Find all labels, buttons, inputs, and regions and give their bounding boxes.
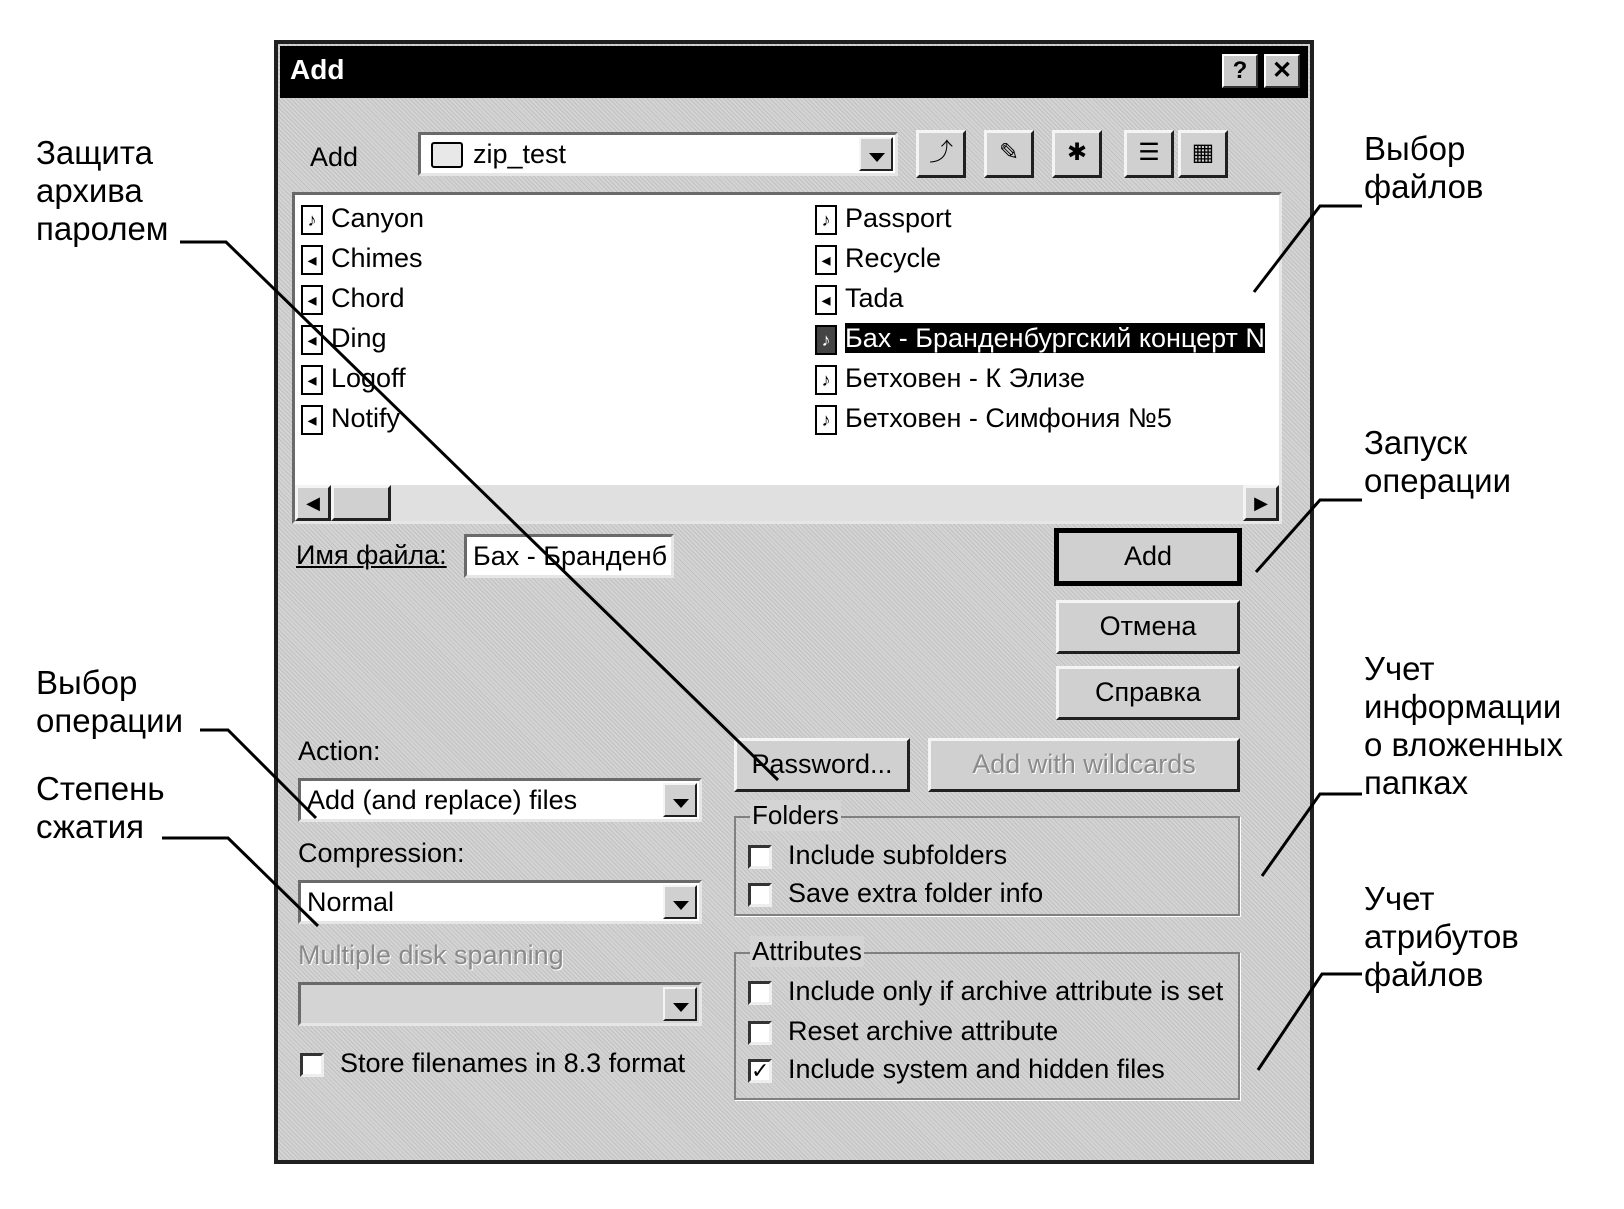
list-item[interactable]: ◂ Logoff <box>301 359 406 397</box>
callout-attributes: Учет атрибутов файлов <box>1364 880 1519 993</box>
list-item[interactable]: ◂ Recycle <box>815 239 941 277</box>
include-subfolders-label: Include subfolders <box>788 840 1008 870</box>
lookin-label: Add <box>310 142 359 172</box>
scroll-right-icon[interactable]: ▶ <box>1243 485 1279 521</box>
music-file-icon: ♪ <box>815 365 837 395</box>
callout-compression: Степень сжатия <box>36 770 165 845</box>
spanning-label: Multiple disk spanning <box>298 940 564 970</box>
new-folder-icon[interactable]: ✱ <box>1052 130 1102 178</box>
compression-label: Compression: <box>298 838 465 868</box>
compression-value: Normal <box>307 887 395 917</box>
add-with-wildcards-button[interactable]: Add with wildcards <box>928 738 1240 792</box>
sound-file-icon: ◂ <box>301 285 323 315</box>
help-title-button[interactable]: ? <box>1222 54 1258 88</box>
music-file-icon: ♪ <box>815 405 837 435</box>
list-item[interactable]: ◂ Chimes <box>301 239 423 277</box>
leader-operation <box>200 730 316 818</box>
music-file-icon: ♪ <box>815 205 837 235</box>
sound-file-icon: ◂ <box>301 245 323 275</box>
list-item[interactable]: ♪ Canyon <box>301 199 424 237</box>
leader-folders-info <box>1262 794 1362 876</box>
save-extra-folder-label: Save extra folder info <box>788 878 1044 908</box>
checkmark-icon[interactable]: ✓ <box>748 1059 772 1083</box>
callout-folder-info: Учет информации о вложенных папках <box>1364 650 1563 801</box>
list-item[interactable]: ◂ Tada <box>815 279 904 317</box>
sound-file-icon: ◂ <box>301 405 323 435</box>
callout-file-selection: Выбор файлов <box>1364 130 1484 205</box>
list-item[interactable]: ◂ Chord <box>301 279 405 317</box>
list-item[interactable]: ◂ Ding <box>301 319 387 357</box>
sound-file-icon: ◂ <box>815 245 837 275</box>
filename-label-text: Имя файла: <box>296 540 447 570</box>
password-button[interactable]: Password... <box>734 738 910 792</box>
leader-password <box>180 242 778 780</box>
list-item[interactable]: ◂ Notify <box>301 399 400 437</box>
dialog-title: Add <box>290 54 345 85</box>
leader-attributes <box>1258 974 1362 1070</box>
reset-archive-label: Reset archive attribute <box>788 1016 1059 1046</box>
add-button[interactable]: Add <box>1056 530 1240 584</box>
list-item[interactable]: ♪ Passport <box>815 199 952 237</box>
sound-file-icon: ◂ <box>815 285 837 315</box>
leader-file-select <box>1254 206 1362 292</box>
list-item-selected[interactable]: ♪ Бах - Бранденбургский концерт N <box>815 319 1265 357</box>
callout-password-protection: Защита архива паролем <box>36 134 169 247</box>
leader-compression <box>162 838 318 926</box>
list-view-icon[interactable]: ☰ <box>1124 130 1174 178</box>
folders-legend: Folders <box>752 800 839 830</box>
help-button[interactable]: Справка <box>1056 666 1240 720</box>
music-file-icon: ♪ <box>301 205 323 235</box>
system-hidden-label: Include system and hidden files <box>788 1054 1165 1084</box>
action-label: Action: <box>298 736 381 766</box>
scroll-left-icon[interactable]: ◀ <box>295 485 331 521</box>
close-title-button[interactable]: ✕ <box>1264 54 1300 88</box>
callout-operation-select: Выбор операции <box>36 664 184 739</box>
list-item[interactable]: ♪ Бетховен - К Элизе <box>815 359 1085 397</box>
sound-file-icon: ◂ <box>301 325 323 355</box>
cancel-button[interactable]: Отмена <box>1056 600 1240 654</box>
sound-file-icon: ◂ <box>301 365 323 395</box>
details-view-icon[interactable]: ▦ <box>1178 130 1228 178</box>
filename-value: Бах - Бранденб <box>473 541 668 571</box>
attributes-legend: Attributes <box>752 936 862 966</box>
leader-start <box>1256 500 1362 572</box>
favorites-icon[interactable]: ✎ <box>984 130 1034 178</box>
action-value: Add (and replace) files <box>307 785 578 815</box>
callout-start-operation: Запуск операции <box>1364 424 1512 499</box>
lookin-value: zip_test <box>473 139 567 169</box>
list-item[interactable]: ♪ Бетховен - Симфония №5 <box>815 399 1172 437</box>
up-folder-icon[interactable]: ⤴ <box>916 130 966 178</box>
only-archive-label: Include only if archive attribute is set <box>788 976 1224 1006</box>
store-83-label: Store filenames in 8.3 format <box>340 1048 686 1078</box>
music-file-icon: ♪ <box>815 325 837 355</box>
